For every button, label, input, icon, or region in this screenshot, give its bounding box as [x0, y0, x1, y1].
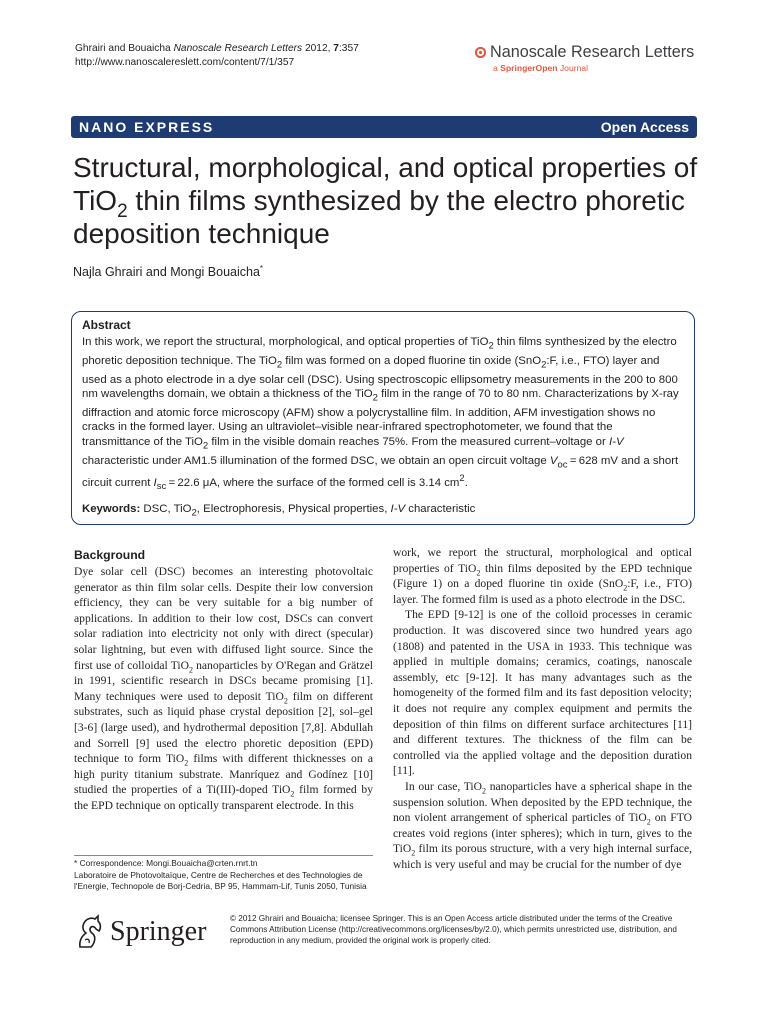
- title-part1: Structural, morphological, and optical properties of TiO: [73, 152, 698, 216]
- title-part2: thin films synthesized by the electro phoretic deposition technique: [73, 185, 685, 249]
- brand-sub-springeropen: SpringerOpen: [500, 63, 558, 73]
- keywords-label: Keywords:: [82, 502, 141, 515]
- footnote-divider: [74, 855, 373, 856]
- article-title: [73, 151, 713, 250]
- title-subscript: 2: [117, 201, 128, 222]
- abstract-span: characteristic under AM1.5 illumination of the formed DSC, we obtain an open circuit voltage: [82, 454, 550, 467]
- body-column-left: [74, 547, 373, 814]
- abstract-span: In this work, we report the structural, morphological, and optical properties of TiO: [82, 336, 489, 348]
- body-sub: 2: [188, 664, 193, 674]
- body-sub: 2: [623, 583, 628, 593]
- voc-symbol: V: [549, 454, 558, 467]
- keywords-span: , Electrophoresis, Physical properties,: [196, 502, 391, 515]
- isc-symbol: I: [153, 477, 157, 490]
- author-list: [73, 264, 263, 279]
- abstract-span: = 628 mV and a short circuit current: [82, 454, 679, 490]
- abstract-heading: Abstract: [82, 318, 131, 332]
- abstract-span: .: [464, 477, 468, 490]
- affiliation-note: Laboratoire de Photovoltaïque, Centre de Recherches et des Technologies de l'Energie, Technopole de Borj-Cedria, BP 95, Hammam-Lif, Tunis 2050, Tunisia: [74, 869, 367, 891]
- citation-authors: Ghrairi and Bouaicha: [75, 43, 171, 54]
- body-span: film its porous structure, with a very high internal surface, which is very useful and may be crucial for the number of dye: [393, 842, 692, 871]
- keywords-line: [82, 502, 684, 521]
- abstract-sub: 2: [372, 392, 378, 404]
- body-sub: 2: [482, 786, 487, 796]
- body-span: :F, i.e., FTO) layer. The formed film is used as a photo electrode in the DSC.: [393, 577, 692, 606]
- voc-subscript: oc: [557, 458, 568, 470]
- abstract-span: :F, i.e., FTO) layer and used as a photo electrode in a dye solar cell (DSC). Using spectroscopic ellipsometry measurements in the 200 to 800 nm wavelengths domain, we obtain a thickness of the TiO: [82, 354, 678, 401]
- keywords-sub: 2: [191, 507, 197, 519]
- springer-wordmark: Springer: [110, 916, 207, 947]
- citation-article: :357: [338, 43, 359, 54]
- springer-logo: [74, 914, 206, 950]
- footnote: [74, 858, 373, 893]
- abstract-sup: 2: [459, 473, 465, 485]
- citation-year: 2012,: [304, 43, 331, 54]
- license-text: © 2012 Ghrairi and Bouaicha; licensee Springer. This is an Open Access article distributed under the terms of the Creative Commons Attribution License (http://creativecommons.org/licenses/by/2.0), which permits unrestricted use, distribution, and reproduction in any medium, provided the original work is properly cited.: [230, 914, 677, 945]
- abstract-span: thin films synthesized by the electro phoretic deposition technique. The TiO: [82, 336, 677, 367]
- brand-sub-suffix: Journal: [557, 63, 589, 73]
- body-span: Dye solar cell (DSC) becomes an interesting photovoltaic generator as thin film solar cells. Despite their low conversion efficiency, they can be very suitable for a big number of applications. In addition to their low cost, DSCs can convert solar radiation into electricity not only with direct (specular) solar lightning, but even with diffused light source. Since the first use of colloidal TiO: [74, 565, 373, 672]
- abstract-italic: I-V: [608, 435, 624, 448]
- abstract-sub: 2: [202, 440, 209, 452]
- abstract-span: = 22.6 μA, where the surface of the formed cell is 3.14 cm: [166, 477, 460, 490]
- body-span: thin films deposited by the EPD technique (Figure 1) on a doped fluorine tin oxide (SnO: [393, 561, 692, 591]
- body-span: film on different substrates, such as liquid phase crystal deposition [2], sol–gel [3-6] (large used), and hydrothermal deposition [7,8]. Abdullah and Sorrell [9] used the electro phoretic deposition (EPD) technique to form TiO: [74, 689, 373, 766]
- abstract-sub: 2: [541, 359, 547, 371]
- body-span: The EPD [9-12] is one of the colloid processes in ceramic production. It was discovered since two hundred years ago (1808) and patented in the USA in 1933. This technique was applied in multiple domains; ceramics, coatings, nanoscale assembly, etc [9-12]. It has many advantages such as the homogeneity of the formed film and its fast deposition velocity; it does not require any complex equipment and permits the deposition of thin films on different surface architectures [11] and different textures. The thickness of the film can be controlled via the applied voltage and the deposition duration [11].: [393, 608, 692, 778]
- background-paragraph-2: [393, 607, 692, 779]
- abstract-sub: 2: [276, 359, 283, 371]
- abstract-span: film in the range of 70 to 80 nm. Characterizations by X-ray diffraction and atomic force microscopy (AFM) show a polycrystalline film. In addition, AFM investigation shows no cracks in the formed layer. Using an ultraviolet–visible near-infrared spectrophotometer, we found that the transmittance of the TiO: [82, 388, 679, 448]
- journal-brand-name: Nanoscale Research Letters: [490, 43, 695, 61]
- body-column-right: [393, 545, 692, 872]
- body-span: work, we report the structural, morphological and optical properties of TiO: [393, 546, 692, 575]
- body-span: nanoparticles have a spherical shape in the suspension solution. When deposited by the EPD technique, the non violent arrangement of spherical particles of TiO: [393, 779, 692, 825]
- keywords-span: DSC, TiO: [140, 502, 192, 515]
- background-paragraph-1-cont: [393, 545, 692, 607]
- corresponding-author-mark: *: [259, 264, 264, 273]
- keywords-italic: I-V: [390, 502, 406, 515]
- abstract-box: [71, 311, 695, 525]
- springer-horse-icon: [74, 914, 104, 950]
- body-sub: 2: [283, 696, 288, 706]
- abstract-span: film in the visible domain reaches 75%. From the measured current–voltage or: [208, 435, 609, 448]
- isc-subscript: sc: [156, 481, 167, 493]
- article-url-link[interactable]: http://www.nanoscalereslett.com/content/7/1/357: [75, 57, 295, 68]
- abstract-span: film was formed on a doped fluorine tin oxide (SnO: [282, 354, 542, 367]
- background-paragraph-1: [74, 564, 373, 814]
- body-span: In our case, TiO: [405, 779, 483, 793]
- body-span: nanoparticles by O'Regan and Grätzel in 1991, scientific research in DSCs became promising [1]. Many techniques were used to deposit TiO: [74, 658, 373, 703]
- brand-sub-prefix: a: [493, 63, 501, 73]
- background-heading: Background: [74, 548, 146, 562]
- citation-line: [75, 42, 359, 70]
- body-sub: 2: [184, 758, 189, 768]
- journal-logo-icon: [475, 47, 486, 58]
- correspondence-note: * Correspondence: Mongi.Bouaicha@crten.rnrt.tn: [74, 858, 258, 868]
- body-span: film formed by the EPD technique on optically transparent electrode. In this: [74, 783, 373, 812]
- author-names: Najla Ghrairi and Mongi Bouaicha: [73, 265, 260, 280]
- body-span: films with different thicknesses on a high purity titanium substrate. Manríquez and Godínez [10] studied the properties of a Ti(III)-doped TiO: [74, 752, 373, 797]
- body-sub: 2: [476, 567, 481, 577]
- open-access-label: Open Access: [600, 119, 689, 135]
- section-banner: [71, 116, 697, 138]
- journal-brand[interactable]: [475, 42, 697, 73]
- journal-brand-subtitle: [493, 63, 697, 73]
- body-sub: 2: [290, 789, 295, 799]
- section-label: NANO EXPRESS: [79, 119, 215, 135]
- body-sub: 2: [411, 848, 416, 858]
- keywords-span: characteristic: [405, 502, 476, 515]
- background-paragraph-3: [393, 779, 692, 873]
- abstract-text: [82, 335, 684, 495]
- citation-journal: Nanoscale Research Letters: [173, 43, 303, 54]
- citation-volume: 7: [333, 43, 339, 54]
- body-span: on FTO creates void regions (inter spheres); which in turn, gives to the TiO: [393, 811, 692, 856]
- abstract-sub: 2: [488, 340, 494, 352]
- body-sub: 2: [646, 817, 651, 827]
